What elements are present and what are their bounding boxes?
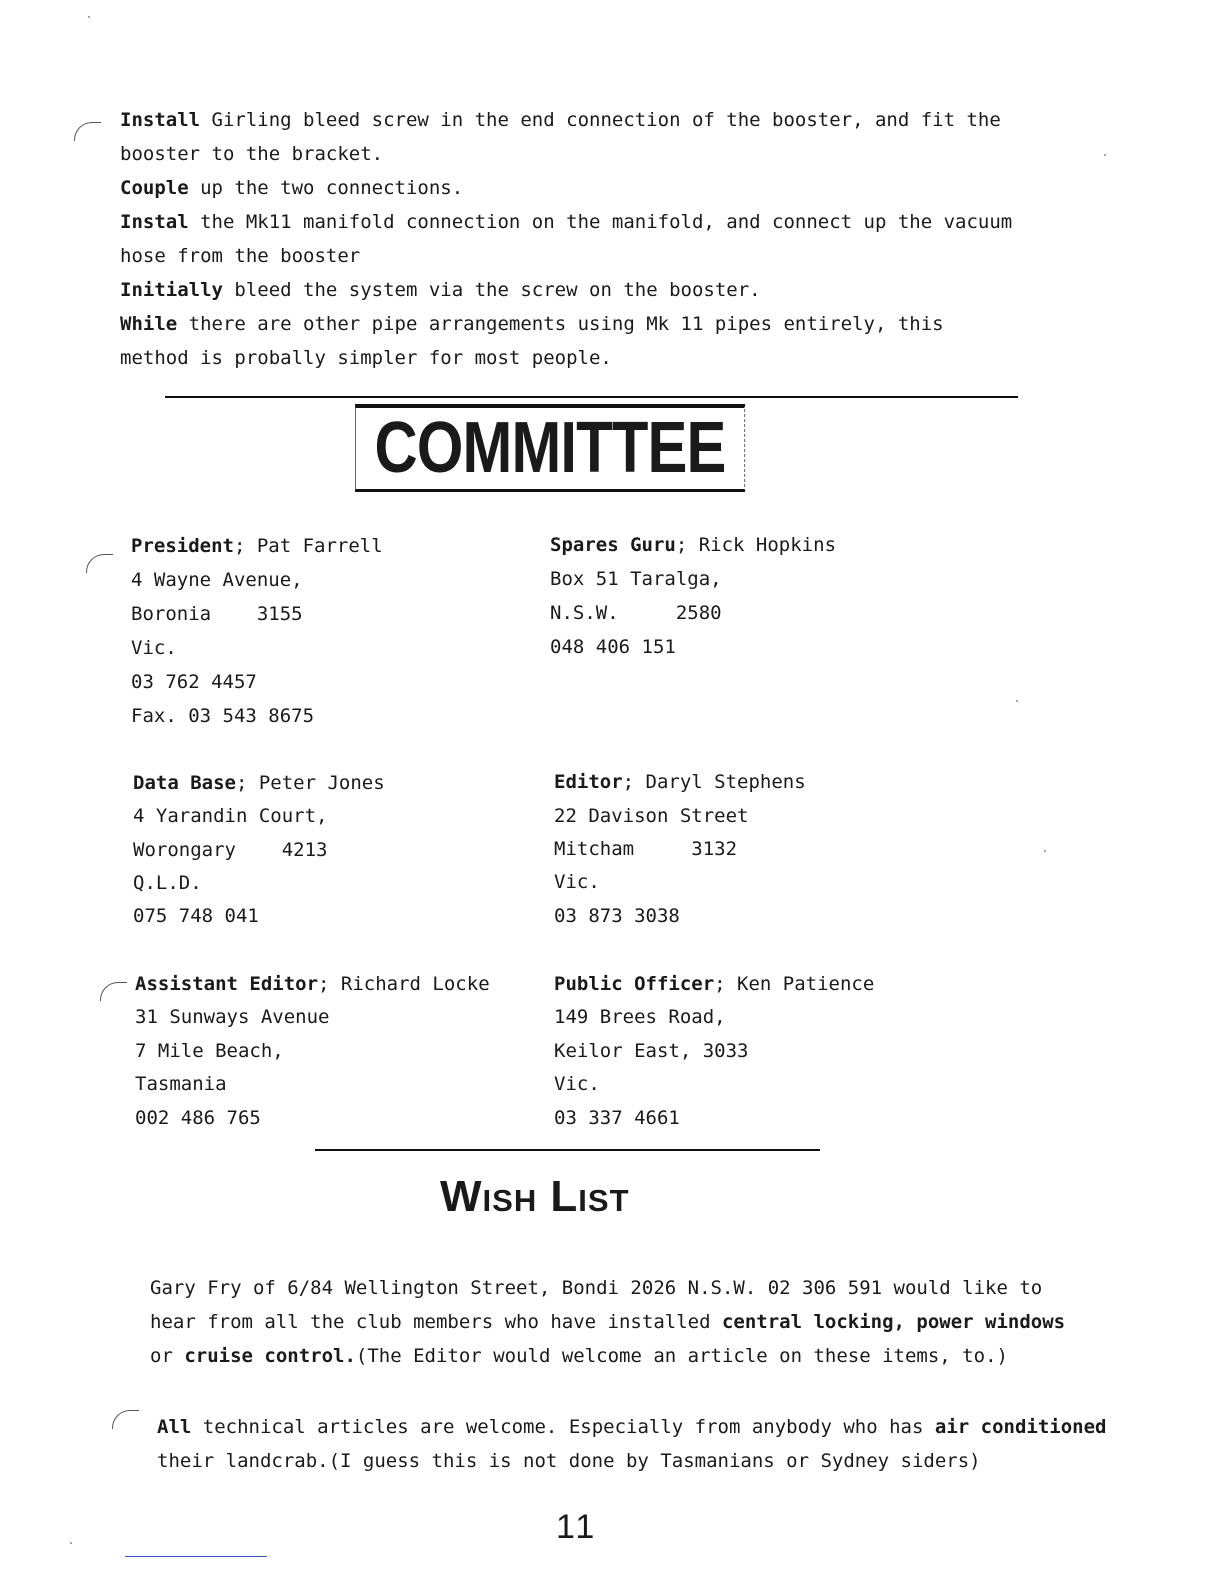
section-divider xyxy=(315,1149,820,1151)
punch-mark xyxy=(74,122,101,141)
punch-mark xyxy=(112,1410,139,1429)
instruction-line: hose from the booster xyxy=(120,245,361,267)
role-label: Assistant Editor xyxy=(135,973,319,995)
paragraph-line: Gary Fry of 6/84 Wellington Street, Bondi 2026 N.S.W. 02 306 591 would like to xyxy=(150,1277,1043,1299)
phone-line: 03 873 3038 xyxy=(554,905,680,927)
phone-line: 03 762 4457 xyxy=(131,671,257,693)
address-line: Q.L.D. xyxy=(133,872,202,894)
address-line: Boronia 3155 xyxy=(131,603,303,625)
member-name: Pat Farrell xyxy=(256,535,383,557)
address-line: Worongary 4213 xyxy=(133,839,328,861)
address-line: N.S.W. 2580 xyxy=(550,602,722,624)
role-label: Public Officer xyxy=(554,973,715,995)
address-line: 7 Mile Beach, xyxy=(135,1040,284,1062)
instruction-line: booster to the bracket. xyxy=(120,143,384,165)
instruction-line: Initially bleed the system via the screw on the booster. xyxy=(120,279,761,301)
footer-rule xyxy=(125,1556,267,1557)
role-label: President xyxy=(131,535,234,557)
phone-line: 03 337 4661 xyxy=(554,1107,680,1129)
phone-line: 075 748 041 xyxy=(133,905,259,927)
member-name: Richard Locke xyxy=(340,973,490,995)
role-label: Data Base xyxy=(133,772,236,794)
address-line: 4 Wayne Avenue, xyxy=(131,569,303,591)
address-line: Keilor East, 3033 xyxy=(554,1040,749,1062)
member-name: Rick Hopkins xyxy=(698,534,837,556)
address-line: 4 Yarandin Court, xyxy=(133,805,328,827)
paragraph-line: hear from all the club members who have installed central locking, power windows xyxy=(150,1311,1066,1333)
paragraph-line: All technical articles are welcome. Especially from anybody who has air conditioned xyxy=(157,1416,1107,1438)
phone-line: 048 406 151 xyxy=(550,636,676,658)
address-line: Mitcham 3132 xyxy=(554,838,738,860)
address-line: Vic. xyxy=(554,1073,600,1095)
instruction-line: Install Girling bleed screw in the end connection of the booster, and fit the xyxy=(120,109,1001,131)
address-line: 22 Davison Street xyxy=(554,805,749,827)
member-name: Daryl Stephens xyxy=(645,771,806,793)
page-number: 11 xyxy=(556,1508,598,1546)
instruction-line: Couple up the two connections. xyxy=(120,177,464,199)
address-line: Tasmania xyxy=(135,1073,227,1095)
punch-mark xyxy=(100,982,127,1001)
address-line: 31 Sunways Avenue xyxy=(135,1006,330,1028)
paragraph-line: their landcrab.(I guess this is not done by Tasmanians or Sydney siders) xyxy=(157,1450,981,1472)
fax-line: Fax. 03 543 8675 xyxy=(131,705,315,727)
punch-mark xyxy=(86,554,113,573)
instruction-line: While there are other pipe arrangements using Mk 11 pipes entirely, this xyxy=(120,313,944,335)
phone-line: 002 486 765 xyxy=(135,1107,261,1129)
instruction-line: Instal the Mk11 manifold connection on the manifold, and connect up the vacuum xyxy=(120,211,1013,233)
role-label: Editor xyxy=(554,771,623,793)
address-line: Vic. xyxy=(554,871,600,893)
address-line: 149 Brees Road, xyxy=(554,1006,726,1028)
committee-heading: COMMITTEE xyxy=(355,404,745,492)
speck xyxy=(70,1542,72,1544)
member-name: Peter Jones xyxy=(258,772,385,794)
speck xyxy=(1016,700,1018,702)
address-line: Box 51 Taralga, xyxy=(550,568,722,590)
member-name: Ken Patience xyxy=(737,973,875,995)
instruction-line: method is probally simpler for most people. xyxy=(120,347,612,369)
speck xyxy=(1104,154,1106,156)
address-line: Vic. xyxy=(131,637,177,659)
speck xyxy=(1044,850,1046,852)
wish-list-heading: Wish List xyxy=(440,1172,630,1221)
section-divider xyxy=(165,396,1018,398)
paragraph-line: or cruise control.(The Editor would welcome an article on these items, to.) xyxy=(150,1345,1008,1367)
role-label: Spares Guru xyxy=(550,534,676,556)
speck xyxy=(88,16,90,18)
